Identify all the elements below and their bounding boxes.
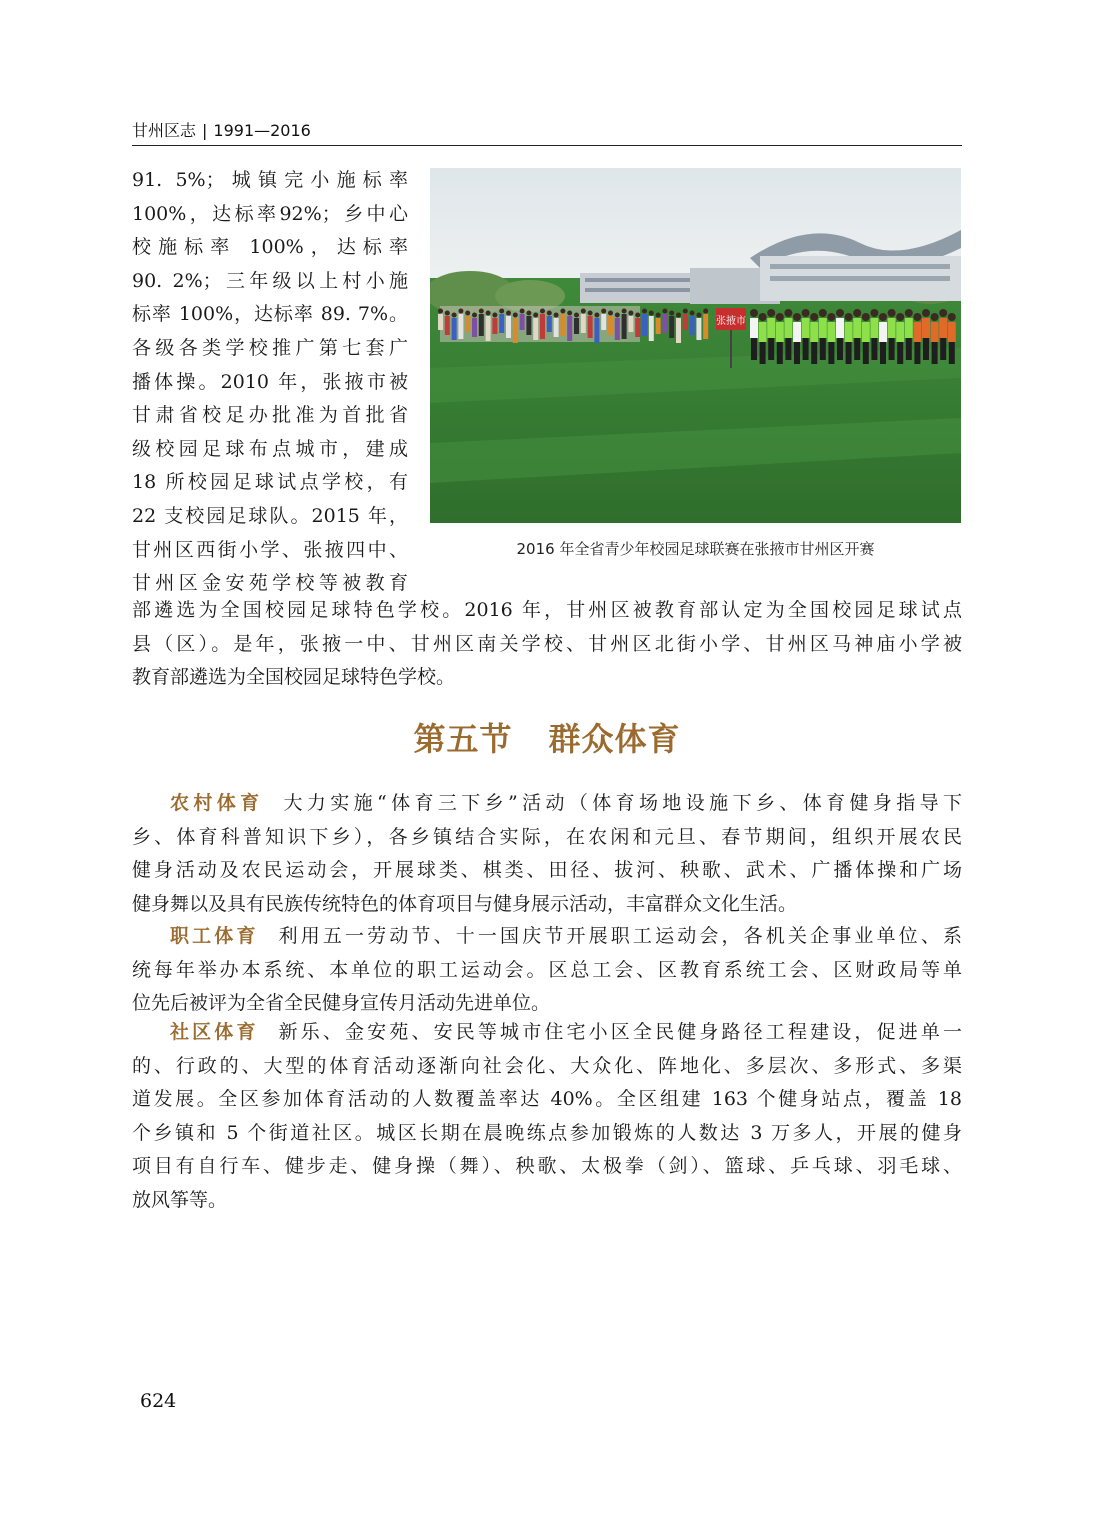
player-head — [879, 313, 887, 321]
spectator-head — [622, 309, 627, 314]
player-shirt — [767, 318, 775, 338]
text-line: 90. 2%；三年级以上村小施 — [132, 269, 408, 292]
player-legs — [794, 342, 800, 364]
player-shirt — [931, 322, 939, 342]
player-head — [845, 313, 853, 321]
photo-caption: 2016 年全省青少年校园足球联赛在张掖市甘州区开赛 — [516, 540, 875, 558]
player-head — [810, 313, 818, 321]
player-shirt — [922, 318, 930, 338]
spectator-head — [676, 313, 681, 318]
player-shirt — [802, 318, 810, 338]
photo-illustration — [430, 168, 961, 523]
player-shirt — [750, 318, 758, 338]
text-line: 100%，达标率92%；乡中心 — [132, 202, 408, 225]
spectator-head — [574, 313, 579, 318]
text-line: 级校园足球布点城市，建成 — [132, 437, 408, 460]
paragraph-keyword: 社区体育 — [170, 1021, 259, 1043]
spectator-figure — [486, 316, 491, 341]
text-line: 健身活动及农民运动会，开展球类、棋类、田径、拔河、秧歌、武术、广播体操和广场 — [132, 859, 962, 882]
player-head — [862, 313, 870, 321]
spectator-head — [438, 309, 443, 314]
player-head — [750, 309, 758, 317]
section-number: 第五节 — [413, 720, 513, 758]
player-head — [931, 313, 939, 321]
spectator-figure — [683, 314, 688, 330]
spectator-head — [492, 313, 497, 318]
player-head — [759, 313, 767, 321]
player-shirt — [759, 322, 767, 342]
spectator-figure — [567, 316, 572, 341]
spectator-head — [608, 311, 613, 316]
spectator-figure — [438, 314, 443, 330]
spectator-head — [656, 313, 661, 318]
book-title: 甘州区志 — [132, 121, 197, 140]
player-legs — [871, 338, 877, 360]
spectator-head — [683, 309, 688, 314]
spectator-figure — [581, 314, 586, 333]
player-shirt — [905, 318, 913, 338]
paragraph-community-sports — [132, 1016, 962, 1218]
player-shirt — [862, 322, 870, 342]
player-legs — [889, 338, 895, 360]
spectator-figure — [452, 318, 457, 340]
spectator-figure — [520, 314, 525, 330]
player-head — [870, 309, 878, 317]
player-head — [853, 309, 861, 317]
text-line: 位先后被评为全省全民健身宣传月活动先进单位。 — [132, 992, 551, 1015]
spectator-figure — [690, 316, 695, 335]
spectator-figure — [526, 316, 531, 335]
text-line: 各级各类学校推广第七套广 — [132, 336, 408, 359]
text-line: 新乐、金安苑、安民等城市住宅小区全民健身路径工程建设，促进单一 — [278, 1021, 962, 1043]
player-shirt — [939, 318, 947, 338]
text-line: 甘肃省校足办批准为首批省 — [132, 404, 408, 427]
player-head — [913, 313, 921, 321]
spectator-head — [540, 309, 545, 314]
spectator-figure — [499, 314, 504, 333]
page-number: 624 — [140, 1390, 177, 1412]
left-text-column — [132, 164, 408, 601]
spectator-figure — [649, 316, 654, 341]
paragraph-keyword: 农村体育 — [170, 792, 264, 814]
text-line: 甘州区金安苑学校等被教育 — [132, 572, 408, 595]
spectator-figure — [574, 318, 579, 334]
spectator-figure — [506, 316, 511, 338]
player-legs — [785, 338, 791, 360]
player-legs — [940, 338, 946, 360]
spectator-figure — [622, 314, 627, 339]
player-shirt — [793, 322, 801, 342]
spectator-head — [526, 311, 531, 316]
player-legs — [897, 342, 903, 364]
player-head — [948, 313, 956, 321]
player-shirt — [810, 322, 818, 342]
text-line: 甘州区西街小学、张掖四中、 — [132, 538, 408, 561]
spectator-figure — [662, 314, 667, 333]
player-shirt — [776, 322, 784, 342]
spectator-figure — [642, 314, 647, 336]
player-shirt — [845, 322, 853, 342]
text-line: 标率 100%，达标率 89. 7%。 — [132, 303, 408, 326]
spectator-figure — [533, 318, 538, 340]
player-legs — [760, 342, 766, 364]
player-shirt — [896, 322, 904, 342]
spectator-head — [628, 311, 633, 316]
spectator-figure — [635, 318, 640, 337]
spectator-head — [560, 309, 565, 314]
text-line: 放风筝等。 — [132, 1188, 228, 1211]
spectator-figure — [458, 314, 463, 339]
player-legs — [906, 338, 912, 360]
player-head — [784, 309, 792, 317]
text-line: 个乡镇和 5 个街道社区。城区长期在晨晚练点参加锻炼的人数达 3 万多人，开展的健身 — [132, 1121, 962, 1144]
player-shirt — [879, 322, 887, 342]
running-header — [132, 120, 962, 146]
spectator-figure — [445, 316, 450, 335]
text-line: 利用五一劳动节、十一国庆节开展职工运动会，各机关企事业单位、系 — [278, 925, 962, 947]
spectator-head — [642, 309, 647, 314]
player-head — [827, 313, 835, 321]
text-line: 乡、体育科普知识下乡），各乡镇结合实际，在农闲和元旦、春节期间，组织开展农民 — [132, 825, 962, 848]
spectator-figure — [547, 316, 552, 332]
player-legs — [837, 338, 843, 360]
paragraph-worker-sports — [132, 920, 962, 1021]
spectator-head — [547, 311, 552, 316]
player-head — [888, 309, 896, 317]
spectator-head — [588, 311, 593, 316]
spectator-figure — [601, 314, 606, 330]
player-legs — [811, 342, 817, 364]
player-shirt — [888, 318, 896, 338]
spectator-figure — [676, 318, 681, 343]
text-line: 的、行政的、大型的体育活动逐渐向社会化、大众化、阵地化、多层次、多形式、多渠 — [132, 1054, 962, 1077]
spectator-head — [472, 313, 477, 318]
player-legs — [777, 342, 783, 364]
spectator-head — [554, 313, 559, 318]
spectator-head — [649, 311, 654, 316]
text-line: 大力实施“体育三下乡”活动（体育场地设施下乡、体育健身指导下 — [283, 792, 962, 814]
player-legs — [932, 342, 938, 364]
player-head — [776, 313, 784, 321]
spectator-head — [513, 313, 518, 318]
text-line: 校施标率 100%，达标率 — [132, 236, 408, 259]
spectator-figure — [696, 318, 701, 340]
spectator-head — [520, 309, 525, 314]
spectator-head — [581, 309, 586, 314]
spectator-head — [567, 311, 572, 316]
player-shirt — [853, 318, 861, 338]
player-legs — [751, 338, 757, 360]
text-line: 部遴选为全国校园足球特色学校。2016 年，甘州区被教育部认定为全国校园足球试点 — [132, 599, 962, 621]
player-head — [939, 309, 947, 317]
spectator-head — [458, 309, 463, 314]
spectator-head — [452, 313, 457, 318]
spectator-figure — [479, 314, 484, 336]
spectator-head — [635, 313, 640, 318]
player-legs — [828, 342, 834, 364]
player-head — [802, 309, 810, 317]
spectator-head — [506, 311, 511, 316]
spectator-figure — [656, 318, 661, 334]
spectator-figure — [465, 316, 470, 332]
spectator-head — [690, 311, 695, 316]
spectator-figure — [628, 316, 633, 332]
spectator-head — [669, 311, 674, 316]
player-head — [767, 309, 775, 317]
spectator-head — [465, 311, 470, 316]
spectator-figure — [472, 318, 477, 337]
player-shirt — [819, 318, 827, 338]
text-line: 健身舞以及具有民族传统特色的体育项目与健身展示活动，丰富群众文化生活。 — [132, 892, 798, 915]
player-head — [836, 309, 844, 317]
spectator-figure — [669, 316, 674, 338]
text-line: 项目有自行车、健步走、健身操（舞）、秧歌、太极拳（剑）、篮球、乒乓球、羽毛球、 — [132, 1155, 962, 1178]
spectator-figure — [594, 318, 599, 343]
spectator-figure — [554, 318, 559, 337]
text-line: 22 支校园足球队。2015 年， — [132, 504, 408, 527]
text-line: 道发展。全区参加体育活动的人数覆盖率达 40%。全区组建 163 个健身站点，覆盖 18 — [132, 1088, 962, 1111]
player-head — [819, 309, 827, 317]
spectator-figure — [492, 318, 497, 334]
text-line: 县（区）。是年，张掖一中、甘州区南关学校、甘州区北街小学、甘州区马神庙小学被 — [132, 632, 962, 655]
spectator-head — [533, 313, 538, 318]
text-line: 91. 5%；城镇完小施标率 — [132, 169, 408, 191]
header-separator: | — [202, 121, 208, 140]
spectator-head — [615, 313, 620, 318]
player-head — [922, 309, 930, 317]
spectator-figure — [703, 314, 708, 339]
player-legs — [803, 338, 809, 360]
player-shirt — [836, 318, 844, 338]
player-legs — [880, 342, 886, 364]
city-sign-text: 张掖市 — [716, 316, 746, 327]
spectator-head — [696, 313, 701, 318]
player-shirt — [913, 322, 921, 342]
spectator-head — [601, 309, 606, 314]
football-ceremony-photo — [430, 168, 961, 523]
spectator-figure — [560, 314, 565, 336]
player-head — [905, 309, 913, 317]
spectator-head — [445, 311, 450, 316]
player-legs — [846, 342, 852, 364]
spectator-head — [703, 309, 708, 314]
player-legs — [854, 338, 860, 360]
spectator-figure — [540, 314, 545, 339]
spectator-head — [486, 311, 491, 316]
player-legs — [863, 342, 869, 364]
text-line: 教育部遴选为全国校园足球特色学校。 — [132, 666, 456, 689]
player-legs — [820, 338, 826, 360]
player-head — [793, 313, 801, 321]
text-line: 统每年举办本系统、本单位的职工运动会。区总工会、区教育系统工会、区财政局等单 — [132, 958, 962, 981]
continuation-text — [132, 594, 962, 695]
spectator-head — [662, 309, 667, 314]
player-legs — [914, 342, 920, 364]
spectator-figure — [588, 316, 593, 338]
spectator-figure — [608, 316, 613, 335]
spectator-figure — [615, 318, 620, 340]
spectator-figure — [513, 318, 518, 343]
spectator-head — [594, 313, 599, 318]
player-legs — [949, 342, 955, 364]
player-shirt — [870, 318, 878, 338]
section-name: 群众体育 — [548, 720, 681, 758]
book-years: 1991—2016 — [213, 121, 311, 140]
player-shirt — [948, 322, 956, 342]
paragraph-rural-sports — [132, 787, 962, 921]
section-title — [132, 714, 962, 760]
player-head — [896, 313, 904, 321]
player-shirt — [827, 322, 835, 342]
spectator-head — [479, 309, 484, 314]
paragraph-keyword: 职工体育 — [170, 925, 259, 947]
text-line: 播体操。2010 年，张掖市被 — [132, 370, 408, 393]
player-legs — [923, 338, 929, 360]
player-legs — [768, 338, 774, 360]
spectator-head — [499, 309, 504, 314]
text-line: 18 所校园足球试点学校，有 — [132, 471, 408, 494]
player-shirt — [784, 318, 792, 338]
